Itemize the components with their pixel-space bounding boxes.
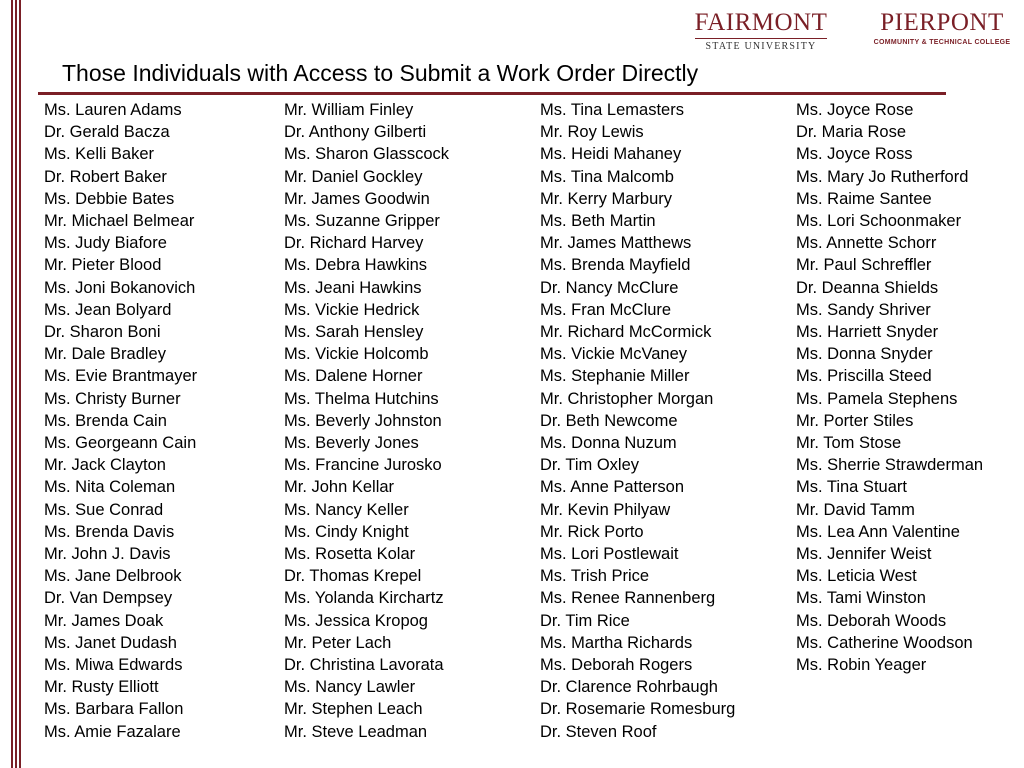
name-entry: Mr. James Goodwin (284, 189, 430, 208)
name-entry: Ms. Jane Delbrook (44, 567, 182, 586)
name-entry: Mr. David Tamm (796, 500, 915, 519)
name-entry: Ms. Mary Jo Rutherford (796, 167, 969, 186)
name-entry: Dr. Robert Baker (44, 167, 167, 186)
name-entry: Mr. Tom Stose (796, 434, 902, 453)
header-logos (686, 10, 1016, 56)
names-column-4 (796, 99, 983, 676)
pierpont-logo (868, 10, 1016, 46)
fairmont-logo (686, 10, 836, 52)
name-entry: Ms. Sharon Glasscock (284, 145, 450, 164)
name-entry: Ms. Debbie Bates (44, 189, 175, 208)
name-entry: Ms. Beverly Jones (284, 434, 419, 453)
name-entry: Dr. Nancy McClure (540, 278, 679, 297)
name-entry: Ms. Robin Yeager (796, 656, 927, 675)
name-entry: Ms. Judy Biafore (44, 234, 167, 253)
name-entry: Ms. Tina Malcomb (540, 167, 674, 186)
name-entry: Ms. Dalene Horner (284, 367, 423, 386)
fairmont-wordmark: FAIRMONT (694, 9, 828, 36)
name-entry: Ms. Sherrie Strawderman (796, 456, 984, 475)
name-entry: Ms. Nancy Keller (284, 500, 409, 519)
name-entry: Mr. Steve Leadman (284, 722, 428, 741)
name-entry: Ms. Cindy Knight (284, 522, 409, 541)
name-entry: Mr. Michael Belmear (44, 212, 195, 231)
name-entry: Ms. Lauren Adams (44, 101, 182, 119)
name-entry: Ms. Deborah Woods (796, 611, 947, 630)
page-title: Those Individuals with Access to Submit a Work Order Directly (62, 60, 699, 86)
name-entry: Ms. Donna Snyder (796, 345, 933, 364)
name-entry: Ms. Amie Fazalare (44, 722, 181, 741)
name-entry: Mr. James Doak (44, 611, 164, 630)
name-entry: Mr. John Kellar (284, 478, 395, 497)
name-entry: Mr. Christopher Morgan (540, 389, 714, 408)
name-entry: Mr. Rusty Elliott (44, 678, 159, 697)
name-entry: Ms. Trish Price (540, 567, 650, 586)
name-entry: Dr. Beth Newcome (540, 411, 678, 430)
name-entry: Ms. Vickie Holcomb (284, 345, 429, 364)
name-entry: Ms. Donna Nuzum (540, 434, 677, 453)
names-column-1 (44, 99, 197, 743)
name-entry: Ms. Sandy Shriver (796, 300, 931, 319)
name-entry: Ms. Harriett Snyder (796, 323, 939, 342)
name-entry: Ms. Francine Jurosko (284, 456, 442, 475)
name-entry: Ms. Pamela Stephens (796, 389, 958, 408)
name-entry: Ms. Deborah Rogers (540, 656, 693, 675)
name-entry: Ms. Vickie McVaney (540, 345, 688, 364)
name-entry: Mr. Richard McCormick (540, 323, 712, 342)
name-entry: Mr. William Finley (284, 101, 414, 119)
name-entry: Ms. Brenda Cain (44, 411, 167, 430)
name-entry: Ms. Nancy Lawler (284, 678, 416, 697)
name-entry: Mr. Peter Lach (284, 633, 392, 652)
fairmont-subline: STATE UNIVERSITY (695, 38, 827, 52)
name-entry: Mr. Rick Porto (540, 522, 644, 541)
name-entry: Ms. Jennifer Weist (796, 545, 932, 564)
name-entry: Dr. Sharon Boni (44, 323, 161, 342)
name-entry: Ms. Vickie Hedrick (284, 300, 420, 319)
name-entry: Ms. Christy Burner (44, 389, 181, 408)
name-entry: Mr. Roy Lewis (540, 123, 644, 142)
name-entry: Mr. Kerry Marbury (540, 189, 673, 208)
name-entry: Mr. Daniel Gockley (284, 167, 423, 186)
name-entry: Ms. Lea Ann Valentine (796, 522, 960, 541)
title-divider (38, 92, 946, 95)
name-entry: Mr. James Matthews (540, 234, 692, 253)
name-entry: Dr. Thomas Krepel (284, 567, 422, 586)
pierpont-subline: COMMUNITY & TECHNICAL COLLEGE (873, 39, 1011, 46)
name-entry: Ms. Janet Dudash (44, 633, 177, 652)
name-entry: Ms. Barbara Fallon (44, 700, 184, 719)
name-entry: Ms. Tami Winston (796, 589, 926, 608)
name-entry: Mr. Porter Stiles (796, 411, 914, 430)
name-entry: Ms. Suzanne Gripper (284, 212, 440, 231)
names-column-3 (540, 99, 735, 743)
pierpont-wordmark: PIERPONT (880, 9, 1004, 36)
name-entry: Ms. Renee Rannenberg (540, 589, 716, 608)
name-entry: Dr. Deanna Shields (796, 278, 939, 297)
name-entry: Ms. Lori Schoonmaker (796, 212, 962, 231)
name-entry: Ms. Tina Stuart (796, 478, 907, 497)
name-entry: Ms. Beth Martin (540, 212, 656, 231)
name-entry: Ms. Priscilla Steed (796, 367, 932, 386)
name-entry: Mr. Dale Bradley (44, 345, 166, 364)
name-entry: Dr. Richard Harvey (284, 234, 424, 253)
name-entry: Ms. Joyce Rose (796, 101, 914, 119)
name-entry: Ms. Lori Postlewait (540, 545, 679, 564)
name-entry: Ms. Sarah Hensley (284, 323, 424, 342)
name-entry: Dr. Tim Oxley (540, 456, 640, 475)
name-entry: Ms. Anne Patterson (540, 478, 684, 497)
name-entry: Ms. Stephanie Miller (540, 367, 690, 386)
name-entry: Ms. Jean Bolyard (44, 300, 172, 319)
name-entry: Ms. Nita Coleman (44, 478, 176, 497)
names-list (0, 99, 1024, 759)
name-entry: Ms. Beverly Johnston (284, 411, 442, 430)
name-entry: Dr. Steven Roof (540, 722, 657, 741)
name-entry: Ms. Sue Conrad (44, 500, 164, 519)
name-entry: Mr. Stephen Leach (284, 700, 423, 719)
name-entry: Dr. Van Dempsey (44, 589, 173, 608)
name-entry: Ms. Jessica Kropog (284, 611, 428, 630)
name-entry: Ms. Yolanda Kirchartz (284, 589, 444, 608)
name-entry: Mr. John J. Davis (44, 545, 171, 564)
name-entry: Ms. Jeani Hawkins (284, 278, 422, 297)
name-entry: Ms. Brenda Davis (44, 522, 175, 541)
name-entry: Mr. Jack Clayton (44, 456, 166, 475)
name-entry: Ms. Rosetta Kolar (284, 545, 416, 564)
name-entry: Ms. Annette Schorr (796, 234, 937, 253)
name-entry: Ms. Evie Brantmayer (44, 367, 198, 386)
name-entry: Ms. Brenda Mayfield (540, 256, 691, 275)
name-entry: Ms. Heidi Mahaney (540, 145, 682, 164)
name-entry: Ms. Joyce Ross (796, 145, 913, 164)
names-column-2 (284, 99, 449, 743)
name-entry: Ms. Leticia West (796, 567, 917, 586)
name-entry: Dr. Gerald Bacza (44, 123, 170, 142)
name-entry: Ms. Miwa Edwards (44, 656, 183, 675)
name-entry: Ms. Fran McClure (540, 300, 672, 319)
name-entry: Ms. Thelma Hutchins (284, 389, 439, 408)
name-entry: Mr. Pieter Blood (44, 256, 162, 275)
name-entry: Ms. Catherine Woodson (796, 633, 973, 652)
name-entry: Ms. Georgeann Cain (44, 434, 197, 453)
name-entry: Ms. Kelli Baker (44, 145, 155, 164)
name-entry: Ms. Debra Hawkins (284, 256, 428, 275)
name-entry: Dr. Rosemarie Romesburg (540, 700, 736, 719)
name-entry: Dr. Christina Lavorata (284, 656, 444, 675)
name-entry: Mr. Kevin Philyaw (540, 500, 671, 519)
name-entry: Ms. Raime Santee (796, 189, 932, 208)
name-entry: Ms. Tina Lemasters (540, 101, 684, 119)
name-entry: Mr. Paul Schreffler (796, 256, 932, 275)
name-entry: Dr. Maria Rose (796, 123, 907, 142)
name-entry: Ms. Joni Bokanovich (44, 278, 196, 297)
name-entry: Ms. Martha Richards (540, 633, 693, 652)
name-entry: Dr. Clarence Rohrbaugh (540, 678, 718, 697)
name-entry: Dr. Anthony Gilberti (284, 123, 427, 142)
name-entry: Dr. Tim Rice (540, 611, 630, 630)
